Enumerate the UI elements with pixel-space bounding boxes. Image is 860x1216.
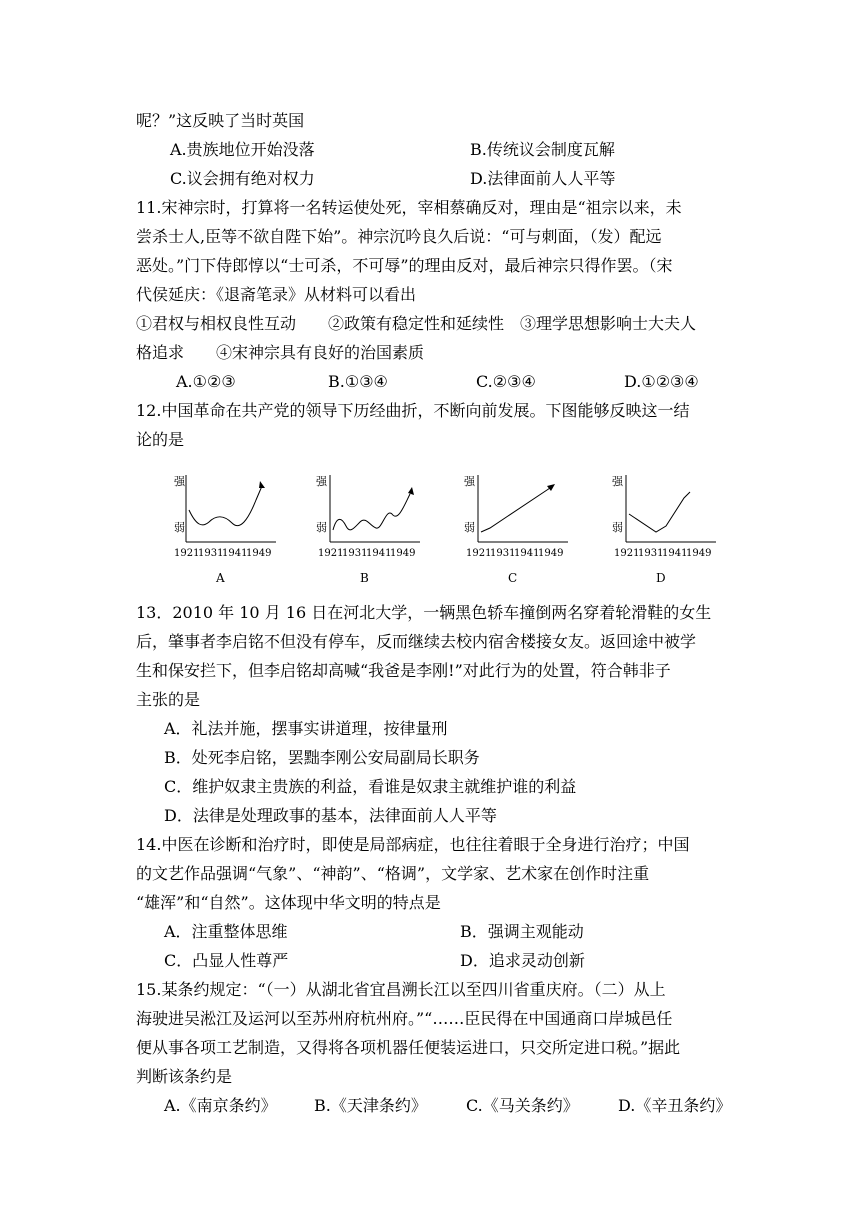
q11-option-a[interactable]: A.①②③: [176, 372, 236, 391]
chart-d-line: [629, 492, 690, 532]
chart-c-arrow: [547, 484, 555, 491]
q13-option-d[interactable]: D．法律是处理政事的基本，法律面前人人平等: [164, 806, 497, 825]
q10-option-b[interactable]: B.传统议会制度瓦解: [470, 140, 615, 159]
q12-stem-line2: 论的是: [136, 430, 185, 449]
q11-statements-line2: 格追求 ④宋神宗具有良好的治国素质: [136, 343, 425, 362]
chart-c-caption: C: [508, 571, 518, 585]
q15-option-a[interactable]: A.《南京条约》: [164, 1096, 277, 1115]
q13-stem-line1: 13．2010 年 10 月 16 日在河北大学，一辆黑色轿车撞倒两名穿着轮滑鞋的女生: [136, 603, 712, 622]
q11-stem-line3: 恶处。”门下侍郎惇以“士可杀，不可辱”的理由反对，最后神宗只得作罢。（宋: [136, 256, 673, 275]
q13-option-a[interactable]: A．礼法并施，摆事实讲道理，按律量刑: [164, 719, 448, 738]
chart-d-tick-1921: 1921: [614, 548, 640, 559]
q14-option-c[interactable]: C．凸显人性尊严: [164, 951, 289, 970]
q13-option-b[interactable]: B．处死李启铭，罢黜李刚公安局副局长职务: [164, 748, 480, 767]
q12-chart-c[interactable]: [456, 470, 576, 585]
chart-a-line: [189, 486, 262, 526]
chart-a-ylabel-bottom: 弱: [174, 521, 185, 534]
chart-b-caption: B: [360, 571, 369, 585]
chart-a-caption: A: [216, 571, 225, 585]
q15-stem-line1: 15.某条约规定：“（一）从湖北省宜昌溯长江以至四川省重庆府。（二）从上: [136, 980, 666, 999]
chart-b-ylabel-bottom: 弱: [316, 521, 327, 534]
q15-stem-line2: 海驶进吴淞江及运河以至苏州府杭州府。”“……臣民得在中国通商口岸城邑任: [136, 1009, 673, 1028]
q14-stem-line3: “雄浑”和“自然”。这体现中华文明的特点是: [136, 893, 441, 912]
q11-statements-line1: ①君权与相权良性互动 ②政策有稳定性和延续性 ③理学思想影响士大夫人: [136, 314, 697, 333]
q10-stem-tail: 呢？”这反映了当时英国: [136, 111, 305, 130]
chart-b-ylabel-top: 强: [316, 475, 327, 488]
q14-option-b[interactable]: B．强调主观能动: [460, 922, 584, 941]
q11-option-c[interactable]: C.②③④: [476, 372, 536, 391]
chart-a-svg: [164, 470, 284, 585]
chart-c-tick-1921: 1921: [466, 548, 492, 559]
chart-b-tick-1941: 1941: [366, 548, 392, 559]
q14-stem-line1: 14.中医在诊断和治疗时，即使是局部病症，也往往着眼于全身进行治疗；中国: [136, 835, 690, 854]
q13-stem-line3: 生和保安拦下，但李启铭却高喊“我爸是李刚!”对此行为的处置，符合韩非子: [136, 661, 671, 680]
q14-stem-line2: 的文艺作品强调“气象”、“神韵”、“格调”，文学家、艺术家在创作时注重: [136, 864, 650, 883]
chart-c-tick-1949: 1949: [538, 548, 564, 559]
chart-c-ylabel-top: 强: [464, 475, 475, 488]
chart-c-tick-1931: 1931: [490, 548, 516, 559]
chart-b-tick-1921: 1921: [318, 548, 344, 559]
chart-d-tick-1941: 1941: [662, 548, 688, 559]
q12-stem-line1: 12.中国革命在共产党的领导下历经曲折，不断向前发展。下图能够反映这一结: [136, 401, 690, 420]
q11-stem-line1: 11.宋神宗时，打算将一名转运使处死，宰相蔡确反对，理由是“祖宗以来，未: [136, 198, 682, 217]
chart-a-arrow: [259, 481, 265, 488]
chart-c-line: [481, 488, 550, 532]
q13-stem-line2: 后，肇事者李启铭不但没有停车，反而继续去校内宿舍楼接女友。返回途中被学: [136, 632, 697, 651]
q11-stem-line2: 尝杀士人,臣等不欲自陛下始”。神宗沉吟良久后说：“可与刺面，（发）配远: [136, 227, 662, 246]
chart-a-tick-1921: 1921: [174, 548, 200, 559]
chart-c-tick-1941: 1941: [514, 548, 540, 559]
q13-stem-line4: 主张的是: [136, 690, 201, 709]
q12-chart-b[interactable]: [308, 470, 428, 585]
q11-stem-line4: 代侯延庆：《退斋笔录》从材料可以看出: [136, 285, 417, 304]
q15-option-d[interactable]: D.《辛丑条约》: [618, 1096, 732, 1115]
q10-option-c[interactable]: C.议会拥有绝对权力: [170, 169, 315, 188]
chart-d-tick-1931: 1931: [638, 548, 664, 559]
chart-d-ylabel-top: 强: [612, 475, 623, 488]
chart-a-ylabel-top: 强: [174, 475, 185, 488]
q13-option-c[interactable]: C．维护奴隶主贵族的利益，看谁是奴隶主就维护谁的利益: [164, 777, 577, 796]
q12-chart-a[interactable]: [164, 470, 284, 585]
q12-chart-d[interactable]: [604, 470, 724, 585]
chart-a-tick-1949: 1949: [246, 548, 272, 559]
q11-option-d[interactable]: D.①②③④: [624, 372, 699, 391]
q15-option-b[interactable]: B.《天津条约》: [314, 1096, 427, 1115]
chart-c-ylabel-bottom: 弱: [464, 521, 475, 534]
q10-option-d[interactable]: D.法律面前人人平等: [470, 169, 616, 188]
q15-option-c[interactable]: C.《马关条约》: [466, 1096, 579, 1115]
q14-option-d[interactable]: D．追求灵动创新: [460, 951, 585, 970]
chart-d-tick-1949: 1949: [686, 548, 712, 559]
chart-b-svg: [308, 470, 428, 585]
q11-option-b[interactable]: B.①③④: [328, 372, 388, 391]
q15-stem-line3: 便从事各项工艺制造，又得将各项机器任便装运进口，只交所定进口税。”据此: [136, 1038, 681, 1057]
q10-option-a[interactable]: A.贵族地位开始没落: [170, 140, 315, 159]
chart-a-tick-1931: 1931: [198, 548, 224, 559]
chart-b-tick-1949: 1949: [390, 548, 416, 559]
q15-stem-line4: 判断该条约是: [136, 1067, 233, 1086]
q14-option-a[interactable]: A．注重整体思维: [164, 922, 288, 941]
chart-d-ylabel-bottom: 弱: [612, 521, 623, 534]
chart-d-svg: [604, 470, 724, 585]
chart-b-line: [333, 494, 410, 530]
chart-a-tick-1941: 1941: [222, 548, 248, 559]
chart-c-svg: [456, 470, 576, 585]
chart-b-tick-1931: 1931: [342, 548, 368, 559]
chart-d-caption: D: [656, 571, 666, 585]
chart-b-arrow: [408, 487, 414, 495]
